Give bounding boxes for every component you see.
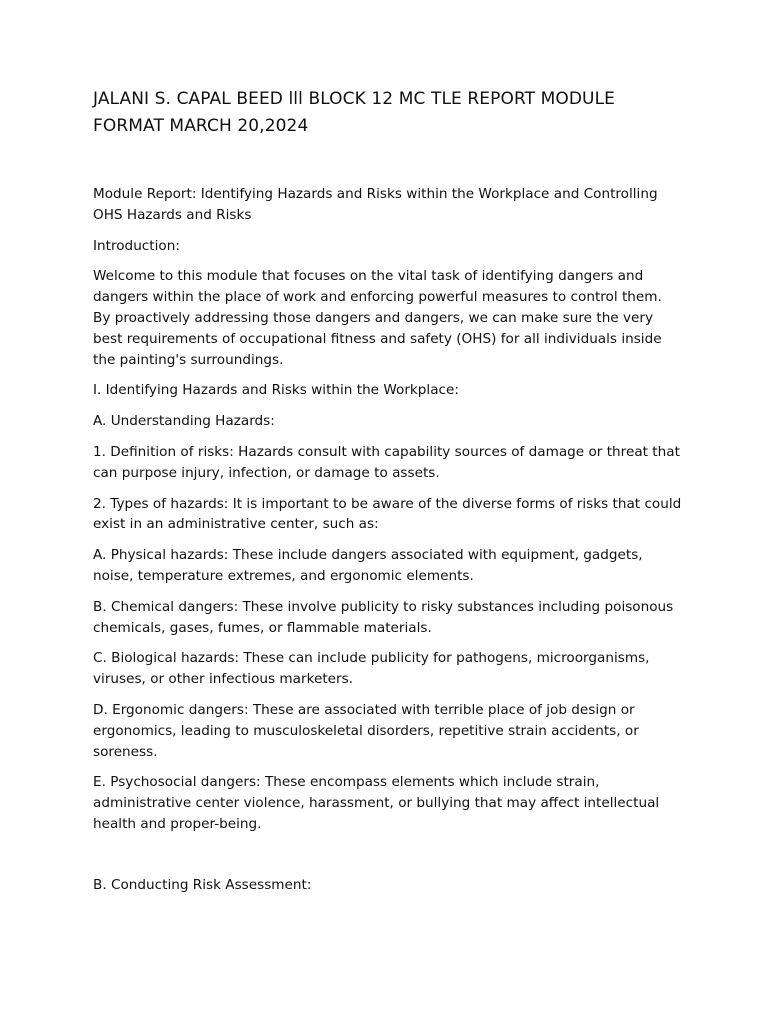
introduction-paragraph: Welcome to this module that focuses on the vital task of identifying dangers and dangers within the place of work and enforcing powerful measures to control them. By proactively addressing those dangers and dangers, we can make sure the very best requirements of occupational fitness and safety (OHS) for all individuals inside the painting's surroundings. <box>93 268 662 368</box>
hazard-chemical: B. Chemical dangers: These involve publicity to risky substances including poisonous chemicals, gases, fumes, or flammable materials. <box>93 598 674 636</box>
item-2-types: 2. Types of hazards: It is important to be aware of the diverse forms of risks that could exist in an administrative center, such as: <box>93 495 682 533</box>
document-title: JALANI S. CAPAL BEED lll BLOCK 12 MC TLE REPORT MODULE FORMAT MARCH 20,2024 <box>93 89 615 136</box>
document-body <box>93 86 683 906</box>
hazard-ergonomic: D. Ergonomic dangers: These are associated with terrible place of job design or ergonomics, leading to musculoskeletal disorders, repetitive strain accidents, or soreness. <box>93 701 639 760</box>
hazard-biological: C. Biological hazards: These can include publicity for pathogens, microorganisms, viruses, or other infectious marketers. <box>93 650 650 688</box>
subsection-b-heading: B. Conducting Risk Assessment: <box>93 876 312 893</box>
module-report-line: Module Report: Identifying Hazards and Risks within the Workplace and Controlling OHS Hazards and Risks <box>93 186 658 223</box>
subsection-a-heading: A. Understanding Hazards: <box>93 413 275 430</box>
hazard-physical: A. Physical hazards: These include dangers associated with equipment, gadgets, noise, temperature extremes, and ergonomic elements. <box>93 547 643 584</box>
section-1-heading: I. Identifying Hazards and Risks within the Workplace: <box>93 382 459 399</box>
hazard-psychosocial: E. Psychosocial dangers: These encompass elements which include strain, administrative center violence, harassment, or bullying that may affect intellectual health and proper-being. <box>93 774 660 832</box>
introduction-heading: Introduction: <box>93 237 180 254</box>
paragraph-gap <box>93 845 683 875</box>
item-1-definition: 1. Definition of risks: Hazards consult with capability sources of damage or threat that can purpose injury, infection, or damage to assets. <box>93 443 680 481</box>
